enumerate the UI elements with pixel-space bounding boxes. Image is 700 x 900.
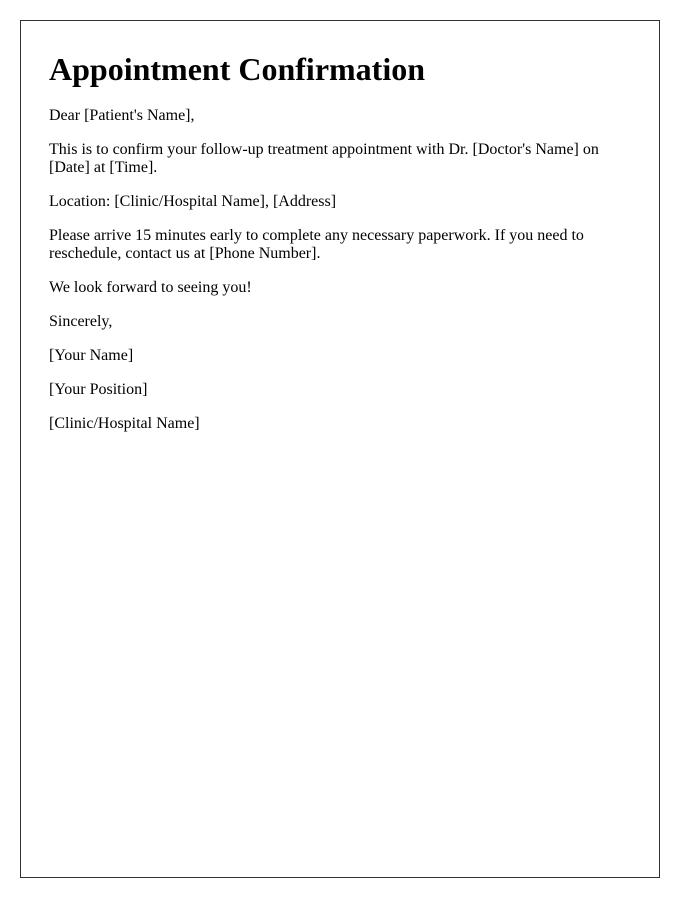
letter-body: [49, 50, 619, 449]
greeting: Dear [Patient's Name],: [49, 107, 195, 124]
sender-name: [Your Name]: [49, 347, 134, 364]
instructions-paragraph: Please arrive 15 minutes early to complete any necessary paperwork. If you need to reschedule, contact us at [Phone Number].: [49, 227, 584, 262]
location-line: Location: [Clinic/Hospital Name], [Address]: [49, 193, 337, 210]
page-title: Appointment Confirmation: [49, 51, 426, 87]
letter-page: [20, 20, 660, 878]
sender-position: [Your Position]: [49, 381, 148, 398]
sender-organization: [Clinic/Hospital Name]: [49, 415, 200, 432]
closing-remark: We look forward to seeing you!: [49, 279, 252, 296]
confirmation-paragraph: This is to confirm your follow-up treatment appointment with Dr. [Doctor's Name] on [Date] at [Time].: [49, 141, 599, 176]
sign-off: Sincerely,: [49, 313, 113, 330]
